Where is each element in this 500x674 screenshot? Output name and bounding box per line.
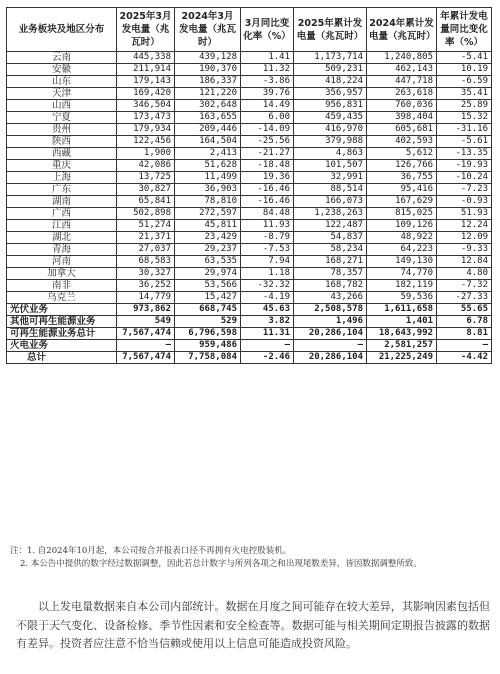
table-cell: 168,271 (294, 256, 367, 268)
row-label: 广西 (7, 208, 117, 220)
table-cell: -21.27 (241, 148, 294, 160)
row-label: 广东 (7, 184, 117, 196)
row-label: 天津 (7, 88, 117, 100)
table-cell: 190,370 (175, 64, 241, 76)
table-cell: 263,618 (367, 88, 437, 100)
table-cell: 59,536 (367, 292, 437, 304)
table-cell: 15,427 (175, 292, 241, 304)
table-cell: 68,583 (117, 256, 175, 268)
table-cell: 29,237 (175, 244, 241, 256)
table-row (7, 196, 492, 208)
header-ytd-2025: 2025年累计发电量（兆瓦时） (294, 8, 367, 52)
table-cell: 1,238,263 (294, 208, 367, 220)
table-cell: – (294, 340, 367, 352)
table-row (7, 208, 492, 220)
table-row (7, 148, 492, 160)
row-label: 云南 (7, 52, 117, 64)
table-cell: 39.76 (241, 88, 294, 100)
table-cell: 32,991 (294, 172, 367, 184)
table-cell: 58,234 (294, 244, 367, 256)
table-cell: 164,504 (175, 136, 241, 148)
table-cell: 7.94 (241, 256, 294, 268)
table-cell: 179,934 (117, 124, 175, 136)
table-cell: 1.41 (241, 52, 294, 64)
table-cell: 509,231 (294, 64, 367, 76)
table-cell: 173,473 (117, 112, 175, 124)
table-cell: 74,770 (367, 268, 437, 280)
table-cell: 18,643,992 (367, 328, 437, 340)
table-cell: -16.46 (241, 196, 294, 208)
table-cell: 186,337 (175, 76, 241, 88)
table-cell: -7.23 (437, 184, 492, 196)
table-row (7, 244, 492, 256)
table-cell: 346,504 (117, 100, 175, 112)
table-cell: 1,496 (294, 316, 367, 328)
table-cell: 272,597 (175, 208, 241, 220)
table-cell: 19.36 (241, 172, 294, 184)
table-cell: 447,718 (367, 76, 437, 88)
footnote-1: 注：1. 自2024年10月起，本公司按合并报表口径不再拥有火电控股装机。 (10, 546, 292, 556)
table-cell: -7.32 (437, 280, 492, 292)
row-label: 宁夏 (7, 112, 117, 124)
table-cell: 84.48 (241, 208, 294, 220)
table-cell: 6.00 (241, 112, 294, 124)
table-cell: 1,173,714 (294, 52, 367, 64)
table-cell: 36,903 (175, 184, 241, 196)
table-row (7, 172, 492, 184)
table-cell: 166,073 (294, 196, 367, 208)
table-row (7, 292, 492, 304)
footnote-2: 2. 本公告中提供的数字经过数据调整，因此若总计数字与所列各项之和出现尾数差异，皆因数据调整所致。 (20, 559, 422, 569)
table-cell: -14.09 (241, 124, 294, 136)
table-cell: 1,240,805 (367, 52, 437, 64)
table-cell: 1,611,658 (367, 304, 437, 316)
table-row (7, 280, 492, 292)
table-cell: 29,974 (175, 268, 241, 280)
table-cell: -19.93 (437, 160, 492, 172)
table-cell: – (117, 340, 175, 352)
table-cell: 23,429 (175, 232, 241, 244)
table-cell: 668,745 (175, 304, 241, 316)
table-cell: 356,957 (294, 88, 367, 100)
table-cell: 1,900 (117, 148, 175, 160)
table-cell: 20,286,104 (294, 328, 367, 340)
row-label: 青海 (7, 244, 117, 256)
table-cell: 2,413 (175, 148, 241, 160)
header-region: 业务板块及地区分布 (7, 8, 117, 52)
row-label: 南非 (7, 280, 117, 292)
row-label: 江西 (7, 220, 117, 232)
row-label: 湖北 (7, 232, 117, 244)
table-row (7, 268, 492, 280)
table-row (7, 160, 492, 172)
table-cell: 78,357 (294, 268, 367, 280)
summary-row (7, 340, 492, 352)
table-cell: -31.16 (437, 124, 492, 136)
header-mar-2024: 2024年3月发电量（兆瓦时） (175, 8, 241, 52)
table-cell: 168,782 (294, 280, 367, 292)
table-cell: 502,898 (117, 208, 175, 220)
row-label: 其他可再生能源业务 (7, 316, 117, 328)
table-cell: 760,036 (367, 100, 437, 112)
table-cell: 6,796,598 (175, 328, 241, 340)
table-cell: 63,535 (175, 256, 241, 268)
row-label: 山西 (7, 100, 117, 112)
table-cell: 4.80 (437, 268, 492, 280)
table-cell: 64,223 (367, 244, 437, 256)
header-mar-yoy: 3月同比变化率（%） (241, 8, 294, 52)
row-label: 火电业务 (7, 340, 117, 352)
disclaimer-paragraph: 以上发电量数据来自本公司内部统计。数据在月度之间可能存在较大差异，其影响因素包括但不限于天气变化、设备检修、季节性因素和安全检查等。数据可能与相关期间定期报告披露的数据有差异。投资者应注意不恰当信赖或使用以上信息可能造成投资风险。 (16, 600, 490, 650)
header-ytd-2024: 2024年累计发电量（兆瓦时） (367, 8, 437, 52)
table-row (7, 52, 492, 64)
table-cell: 10.19 (437, 64, 492, 76)
table-header-row (7, 8, 492, 52)
table-cell: -4.19 (241, 292, 294, 304)
table-cell: 6.78 (437, 316, 492, 328)
table-cell: 13,725 (117, 172, 175, 184)
table-cell: 418,224 (294, 76, 367, 88)
table-cell: 169,420 (117, 88, 175, 100)
table-row (7, 76, 492, 88)
table-cell: 88,514 (294, 184, 367, 196)
table-cell: 122,456 (117, 136, 175, 148)
table-cell: 25.89 (437, 100, 492, 112)
table-row (7, 64, 492, 76)
table-cell: 51.93 (437, 208, 492, 220)
table-cell: -8.79 (241, 232, 294, 244)
row-label: 贵州 (7, 124, 117, 136)
table-cell: – (437, 340, 492, 352)
table-cell: 8.81 (437, 328, 492, 340)
table-cell: 21,371 (117, 232, 175, 244)
table-cell: 11,499 (175, 172, 241, 184)
table-cell: -5.41 (437, 52, 492, 64)
table-cell: 30,327 (117, 268, 175, 280)
table-row (7, 124, 492, 136)
row-label: 陕西 (7, 136, 117, 148)
table-cell: 209,446 (175, 124, 241, 136)
table-cell: -18.48 (241, 160, 294, 172)
table-cell: 167,629 (367, 196, 437, 208)
table-cell: 53,566 (175, 280, 241, 292)
row-label: 河南 (7, 256, 117, 268)
table-cell: 956,831 (294, 100, 367, 112)
table-cell: -3.86 (241, 76, 294, 88)
table-cell: 402,593 (367, 136, 437, 148)
row-label: 可再生能源业务总计 (7, 328, 117, 340)
table-cell: 439,128 (175, 52, 241, 64)
table-row (7, 100, 492, 112)
table-cell: 15.32 (437, 112, 492, 124)
table-cell: 462,143 (367, 64, 437, 76)
table-cell: 36,252 (117, 280, 175, 292)
table-cell: 459,435 (294, 112, 367, 124)
table-cell: 211,914 (117, 64, 175, 76)
table-cell: 14,779 (117, 292, 175, 304)
table-row (7, 136, 492, 148)
table-cell: 12.09 (437, 232, 492, 244)
table-cell: 2,508,578 (294, 304, 367, 316)
table-cell: 605,681 (367, 124, 437, 136)
table-cell: 65,841 (117, 196, 175, 208)
table-cell: 4,863 (294, 148, 367, 160)
table-cell: 126,766 (367, 160, 437, 172)
table-cell: -9.33 (437, 244, 492, 256)
table-cell: 416,970 (294, 124, 367, 136)
table-cell: 815,025 (367, 208, 437, 220)
table-cell: 43,266 (294, 292, 367, 304)
table-cell: 122,487 (294, 220, 367, 232)
row-label: 西藏 (7, 148, 117, 160)
header-ytd-yoy: 年累计发电量同比变化率（%） (437, 8, 492, 52)
header-mar-2025: 2025年3月发电量（兆瓦时） (117, 8, 175, 52)
table-cell: 1.18 (241, 268, 294, 280)
table-cell: -16.46 (241, 184, 294, 196)
table-cell: 109,126 (367, 220, 437, 232)
table-row (7, 232, 492, 244)
summary-row (7, 352, 492, 364)
table-cell: 179,143 (117, 76, 175, 88)
table-cell: -2.46 (241, 352, 294, 364)
table-row (7, 88, 492, 100)
table-cell: – (241, 340, 294, 352)
table-cell: 529 (175, 316, 241, 328)
table-cell: 45.63 (241, 304, 294, 316)
table-cell: 20,286,104 (294, 352, 367, 364)
table-cell: -13.35 (437, 148, 492, 160)
table-cell: 11.31 (241, 328, 294, 340)
table-cell: 121,220 (175, 88, 241, 100)
table-cell: -32.32 (241, 280, 294, 292)
table-cell: 379,988 (294, 136, 367, 148)
table-cell: 1,401 (367, 316, 437, 328)
table-cell: 7,567,474 (117, 352, 175, 364)
row-label: 光伏业务 (7, 304, 117, 316)
table-cell: 30,827 (117, 184, 175, 196)
table-cell: 101,507 (294, 160, 367, 172)
table-cell: 398,404 (367, 112, 437, 124)
row-label: 重庆 (7, 160, 117, 172)
summary-row (7, 328, 492, 340)
footnotes (10, 545, 490, 571)
table-cell: -4.42 (437, 352, 492, 364)
table-cell: -25.56 (241, 136, 294, 148)
table-cell: 973,862 (117, 304, 175, 316)
row-label: 总计 (7, 352, 117, 364)
table-cell: 445,338 (117, 52, 175, 64)
table-cell: 51,628 (175, 160, 241, 172)
summary-row (7, 304, 492, 316)
table-cell: 27,037 (117, 244, 175, 256)
row-label: 上海 (7, 172, 117, 184)
table-cell: 12.24 (437, 220, 492, 232)
row-label: 乌克兰 (7, 292, 117, 304)
table-cell: -7.53 (241, 244, 294, 256)
table-cell: -6.59 (437, 76, 492, 88)
table-row (7, 256, 492, 268)
table-row (7, 220, 492, 232)
table-cell: 95,416 (367, 184, 437, 196)
table-cell: 5,612 (367, 148, 437, 160)
summary-row (7, 316, 492, 328)
table-cell: 149,130 (367, 256, 437, 268)
table-cell: 182,119 (367, 280, 437, 292)
table-cell: 302,648 (175, 100, 241, 112)
row-label: 山东 (7, 76, 117, 88)
table-cell: 78,810 (175, 196, 241, 208)
table-cell: 163,655 (175, 112, 241, 124)
table-cell: 55.65 (437, 304, 492, 316)
table-cell: 48,922 (367, 232, 437, 244)
row-label: 加拿大 (7, 268, 117, 280)
table-cell: 11.32 (241, 64, 294, 76)
generation-table (6, 7, 492, 364)
table-cell: 549 (117, 316, 175, 328)
table-cell: 35.41 (437, 88, 492, 100)
table-cell: 51,274 (117, 220, 175, 232)
table-cell: -0.93 (437, 196, 492, 208)
row-label: 安徽 (7, 64, 117, 76)
table-cell: 45,811 (175, 220, 241, 232)
table-row (7, 112, 492, 124)
table-cell: -27.33 (437, 292, 492, 304)
table-cell: 7,758,084 (175, 352, 241, 364)
table-cell: 12.84 (437, 256, 492, 268)
table-cell: -5.61 (437, 136, 492, 148)
table-cell: 3.82 (241, 316, 294, 328)
table-cell: 36,755 (367, 172, 437, 184)
table-cell: 11.93 (241, 220, 294, 232)
table-cell: 21,225,249 (367, 352, 437, 364)
table-cell: 42,086 (117, 160, 175, 172)
row-label: 湖南 (7, 196, 117, 208)
table-cell: 2,581,257 (367, 340, 437, 352)
table-cell: 14.49 (241, 100, 294, 112)
table-cell: -10.24 (437, 172, 492, 184)
table-cell: 7,567,474 (117, 328, 175, 340)
table-cell: 959,486 (175, 340, 241, 352)
table-row (7, 184, 492, 196)
table-cell: 54,837 (294, 232, 367, 244)
